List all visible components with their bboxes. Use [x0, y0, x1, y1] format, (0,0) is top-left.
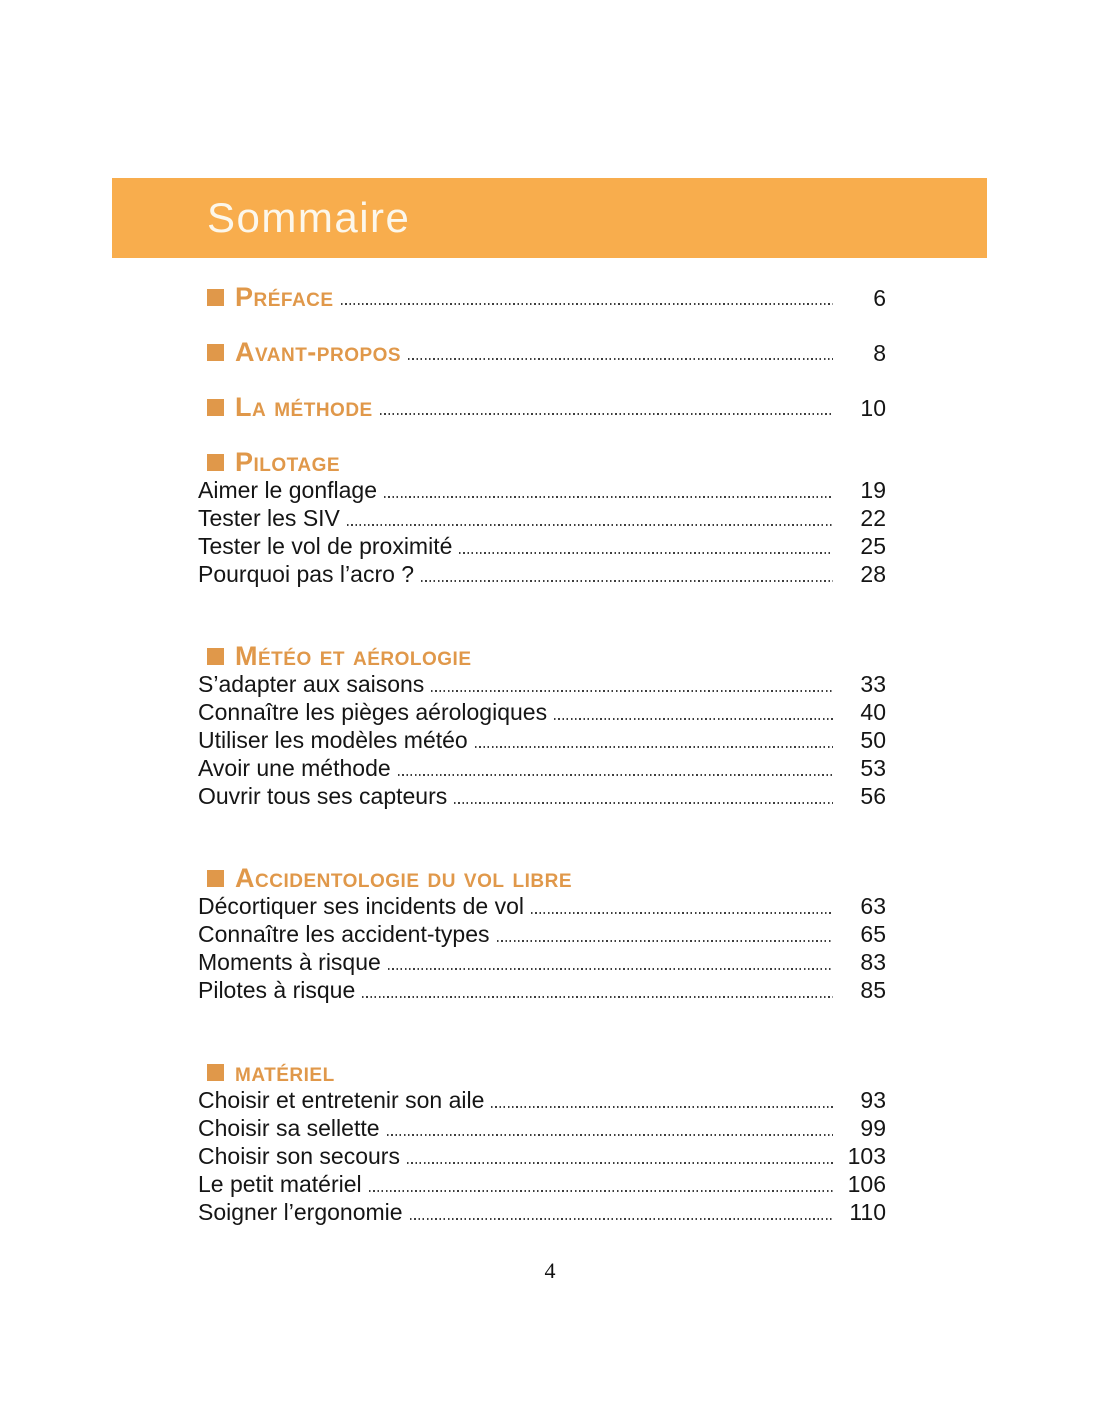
dotted-leader [459, 552, 833, 554]
section-heading-row [198, 448, 886, 476]
toc-section [198, 283, 886, 311]
dotted-leader [407, 1162, 833, 1164]
dotted-leader [380, 413, 833, 415]
dotted-leader [410, 1218, 833, 1220]
toc-entry-row [198, 532, 886, 560]
toc-entry-row [198, 670, 886, 698]
toc-entry-row [198, 754, 886, 782]
dotted-leader [347, 524, 833, 526]
entry-page-number: 83 [860, 949, 886, 975]
dotted-leader [341, 303, 833, 305]
entry-page-number: 99 [860, 1115, 886, 1141]
entry-page-number: 53 [860, 755, 886, 781]
section-heading-row [198, 393, 886, 421]
section-heading-label: Météo et aérologie [235, 641, 472, 671]
toc-entry-row [198, 504, 886, 532]
toc-entry-row [198, 560, 886, 588]
entry-page-number: 110 [849, 1199, 886, 1225]
entry-label: Décortiquer ses incidents de vol [198, 893, 524, 919]
entry-page-number: 106 [847, 1171, 886, 1197]
section-bullet-square [207, 399, 224, 416]
toc-entry-row [198, 782, 886, 810]
toc-entry-row [198, 1198, 886, 1226]
dotted-leader [431, 690, 833, 692]
table-of-contents [198, 283, 886, 1226]
dotted-leader [387, 1134, 833, 1136]
entry-label: Connaître les accident-types [198, 921, 490, 947]
toc-entry-row [198, 892, 886, 920]
toc-section [198, 393, 886, 421]
entry-label: Tester les SIV [198, 505, 340, 531]
toc-entry-row [198, 976, 886, 1004]
entry-page-number: 63 [860, 893, 886, 919]
toc-entry-row [198, 476, 886, 504]
entry-label: Utiliser les modèles météo [198, 727, 468, 753]
entry-page-number: 93 [860, 1087, 886, 1113]
section-heading-row [198, 642, 886, 670]
dotted-leader [408, 358, 833, 360]
section-bullet-square [207, 648, 224, 665]
dotted-leader [497, 940, 834, 942]
entry-label: Moments à risque [198, 949, 381, 975]
entry-page-number: 22 [860, 505, 886, 531]
page-title: Sommaire [207, 194, 411, 241]
toc-entry-row [198, 698, 886, 726]
toc-section [198, 864, 886, 1004]
toc-entry-row [198, 1142, 886, 1170]
toc-entry-row [198, 1086, 886, 1114]
entry-label: Le petit matériel [198, 1171, 362, 1197]
section-bullet-square [207, 289, 224, 306]
entry-page-number: 19 [860, 477, 886, 503]
entry-label: Choisir et entretenir son aile [198, 1087, 485, 1113]
entry-label: Avoir une méthode [198, 755, 391, 781]
section-bullet-square [207, 1064, 224, 1081]
dotted-leader [554, 718, 833, 720]
entry-label: Tester le vol de proximité [198, 533, 453, 559]
section-page-number: 10 [860, 395, 886, 421]
section-heading-label: La méthode [235, 392, 373, 422]
section-bullet-square [207, 870, 224, 887]
entry-page-number: 103 [847, 1143, 886, 1169]
entry-page-number: 56 [860, 783, 886, 809]
dotted-leader [491, 1106, 833, 1108]
section-page-number: 6 [873, 285, 886, 311]
toc-section [198, 1058, 886, 1226]
section-heading-row [198, 338, 886, 366]
entry-page-number: 28 [860, 561, 886, 587]
entry-page-number: 65 [860, 921, 886, 947]
entry-page-number: 50 [860, 727, 886, 753]
section-heading-label: Avant-propos [235, 337, 402, 367]
toc-section [198, 338, 886, 366]
entry-page-number: 25 [860, 533, 886, 559]
section-heading-row [198, 864, 886, 892]
section-heading-label: Pilotage [235, 447, 341, 477]
entry-label: Pourquoi pas l’acro ? [198, 561, 415, 587]
entry-label: Choisir sa sellette [198, 1115, 380, 1141]
toc-entry-row [198, 1170, 886, 1198]
entry-label: S’adapter aux saisons [198, 671, 425, 697]
section-heading-label: Préface [235, 282, 334, 312]
toc-entry-row [198, 948, 886, 976]
toc-entry-row [198, 1114, 886, 1142]
section-bullet-square [207, 454, 224, 471]
dotted-leader [421, 580, 833, 582]
dotted-leader [388, 968, 833, 970]
section-heading-label: Accidentologie du vol libre [235, 863, 572, 893]
dotted-leader [531, 912, 833, 914]
dotted-leader [454, 802, 833, 804]
entry-label: Soigner l’ergonomie [198, 1199, 403, 1225]
entry-label: Pilotes à risque [198, 977, 356, 1003]
entry-label: Choisir son secours [198, 1143, 400, 1169]
title-banner [112, 178, 987, 258]
toc-section [198, 448, 886, 588]
toc-entry-row [198, 726, 886, 754]
section-heading-row [198, 1058, 886, 1086]
entry-page-number: 33 [860, 671, 886, 697]
dotted-leader [475, 746, 833, 748]
toc-entry-row [198, 920, 886, 948]
dotted-leader [369, 1190, 833, 1192]
section-heading-label: matériel [235, 1057, 335, 1087]
entry-label: Connaître les pièges aérologiques [198, 699, 548, 725]
dotted-leader [384, 496, 833, 498]
section-heading-row [198, 283, 886, 311]
section-page-number: 8 [873, 340, 886, 366]
entry-page-number: 40 [860, 699, 886, 725]
entry-page-number: 85 [860, 977, 886, 1003]
dotted-leader [398, 774, 833, 776]
entry-label: Aimer le gonflage [198, 477, 377, 503]
section-bullet-square [207, 344, 224, 361]
toc-section [198, 642, 886, 810]
entry-label: Ouvrir tous ses capteurs [198, 783, 448, 809]
page-number: 4 [544, 1258, 556, 1283]
dotted-leader [362, 996, 833, 998]
